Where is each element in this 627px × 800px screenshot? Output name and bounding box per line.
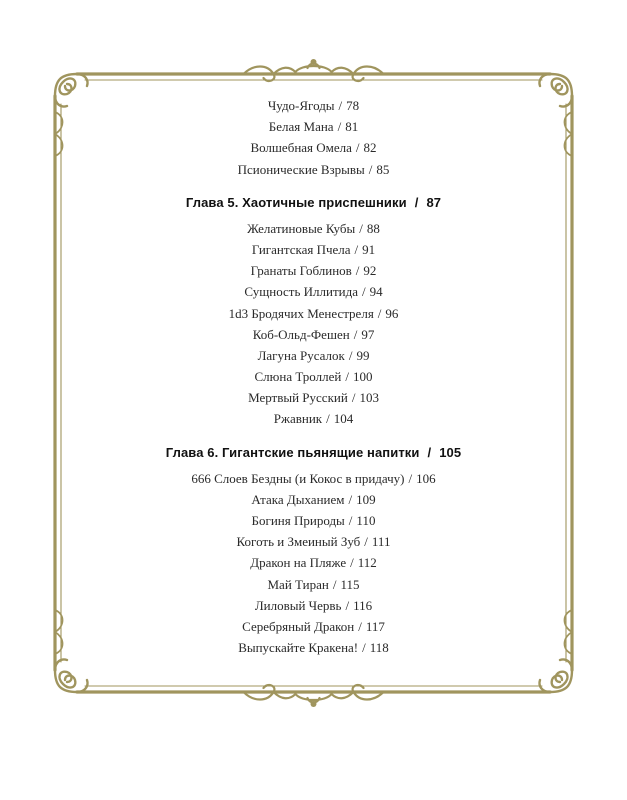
- entry-title: Дракон на Пляже: [250, 555, 347, 571]
- entry-title: Гигантская Пчела: [251, 241, 351, 257]
- entry-page-number: 92: [363, 263, 377, 279]
- chapter-heading: [0, 192, 627, 214]
- toc-entry: [0, 616, 627, 637]
- entry-title: Сущность Иллитида: [244, 284, 358, 300]
- entry-page-number: 106: [416, 470, 436, 486]
- entry-separator: /: [358, 618, 362, 634]
- entry-title: Ржавник: [273, 411, 323, 427]
- entry-title: Слюна Троллей: [254, 369, 342, 385]
- toc-entry: [0, 281, 627, 302]
- chapter-title: Глава 6. Гигантские пьянящие напитки: [165, 444, 420, 460]
- entry-separator: /: [353, 326, 358, 342]
- entry-separator: /: [350, 555, 354, 571]
- toc-entry: [0, 260, 627, 281]
- toc-entry: [0, 468, 627, 489]
- entry-page-number: 104: [333, 411, 354, 427]
- entry-page-number: 97: [361, 326, 375, 342]
- toc-entry: [0, 345, 627, 366]
- entry-title: Гранаты Гоблинов: [250, 263, 352, 279]
- entry-page-number: 111: [371, 534, 391, 550]
- entry-title: Коб-Ольд-Фешен: [252, 326, 350, 342]
- entry-separator: /: [338, 98, 343, 113]
- center-ornament: [244, 685, 384, 702]
- entry-page-number: 91: [362, 241, 376, 257]
- entry-separator: /: [345, 369, 349, 385]
- entry-page-number: 96: [385, 305, 399, 321]
- toc-entry: [0, 574, 627, 595]
- entry-title: 1d3 Бродячих Менестреля: [228, 305, 374, 321]
- entry-title: Лагуна Русалок: [257, 347, 345, 363]
- toc-entry: [0, 324, 627, 345]
- toc-entry: [0, 510, 627, 531]
- chapter-title: Глава 5. Хаотичные приспешники: [185, 194, 407, 210]
- entry-page-number: 116: [353, 597, 373, 613]
- entry-page-number: 81: [345, 119, 359, 135]
- entry-page-number: 115: [340, 576, 360, 592]
- toc-entry: [0, 595, 627, 616]
- entry-separator: /: [348, 491, 353, 507]
- entry-title: Белая Мана: [268, 119, 334, 135]
- toc-entry: [0, 366, 627, 387]
- toc-entry: [0, 159, 627, 180]
- entry-separator: /: [355, 263, 360, 279]
- chapter-page-number: 105: [439, 444, 462, 460]
- entry-separator: /: [345, 597, 350, 613]
- toc-entry: [0, 137, 627, 158]
- entry-title: Лиловый Червь: [254, 597, 342, 613]
- toc-entry: [0, 239, 627, 260]
- entry-page-number: 100: [352, 369, 373, 385]
- center-ornament: [244, 64, 384, 81]
- entry-page-number: 110: [356, 513, 376, 528]
- entry-title: Выпускайте Кракена!: [238, 640, 359, 656]
- chapter-separator: /: [427, 444, 432, 460]
- entry-separator: /: [362, 284, 366, 300]
- entry-separator: /: [326, 411, 330, 427]
- entry-page-number: 118: [369, 640, 389, 656]
- entry-title: Коготь и Змеиный Зуб: [236, 534, 361, 550]
- corner-flourish: [55, 659, 88, 692]
- entry-separator: /: [362, 640, 366, 656]
- entry-title: Май Тиран: [267, 576, 329, 592]
- entry-page-number: 109: [356, 491, 376, 507]
- chapter-page-number: 87: [426, 194, 442, 210]
- entry-separator: /: [359, 220, 363, 236]
- toc-entry: [0, 387, 627, 408]
- entry-title: Богиня Природы: [251, 513, 345, 528]
- chapter-heading: [0, 442, 627, 464]
- entry-title: Мертвый Русский: [248, 390, 348, 406]
- entry-title: Псионические Взрывы: [237, 161, 365, 177]
- toc-entry: [0, 116, 627, 137]
- entry-page-number: 117: [365, 618, 385, 634]
- toc-entry: [0, 218, 627, 239]
- entry-separator: /: [348, 347, 353, 363]
- entry-separator: /: [408, 470, 413, 486]
- corner-flourish: [539, 659, 572, 692]
- entry-separator: /: [332, 576, 337, 592]
- entry-title: Волшебная Омела: [250, 140, 352, 156]
- entry-page-number: 94: [369, 284, 383, 300]
- toc-entry: [0, 637, 627, 658]
- entry-title: Чудо-Ягоды: [267, 98, 335, 113]
- entry-separator: /: [364, 534, 368, 550]
- toc-entry: [0, 489, 627, 510]
- toc-entry: [0, 531, 627, 552]
- ornament-dot: [311, 701, 317, 707]
- toc-entry: [0, 552, 627, 573]
- entry-separator: /: [351, 390, 356, 406]
- entry-separator: /: [355, 140, 360, 156]
- entry-separator: /: [354, 241, 359, 257]
- entry-title: 666 Слоев Бездны (и Кокос в придачу): [191, 470, 405, 486]
- entry-title: Атака Дыханием: [251, 491, 345, 507]
- entry-page-number: 82: [363, 140, 377, 156]
- entry-separator: /: [348, 513, 353, 528]
- entry-page-number: 88: [366, 220, 380, 236]
- toc-entry: [0, 95, 627, 116]
- entry-separator: /: [368, 161, 373, 177]
- entry-page-number: 78: [346, 98, 360, 113]
- entry-page-number: 112: [357, 555, 377, 571]
- ornament-dot: [311, 59, 317, 65]
- entry-page-number: 99: [356, 347, 370, 363]
- entry-separator: /: [377, 305, 382, 321]
- table-of-contents: [0, 95, 627, 658]
- entry-page-number: 103: [359, 390, 379, 406]
- entry-page-number: 85: [376, 161, 390, 177]
- chapter-separator: /: [414, 194, 419, 210]
- entry-separator: /: [337, 119, 342, 135]
- toc-entry: [0, 303, 627, 324]
- entry-title: Серебряный Дракон: [242, 618, 355, 634]
- entry-title: Желатиновые Кубы: [247, 220, 356, 236]
- toc-entry: [0, 408, 627, 429]
